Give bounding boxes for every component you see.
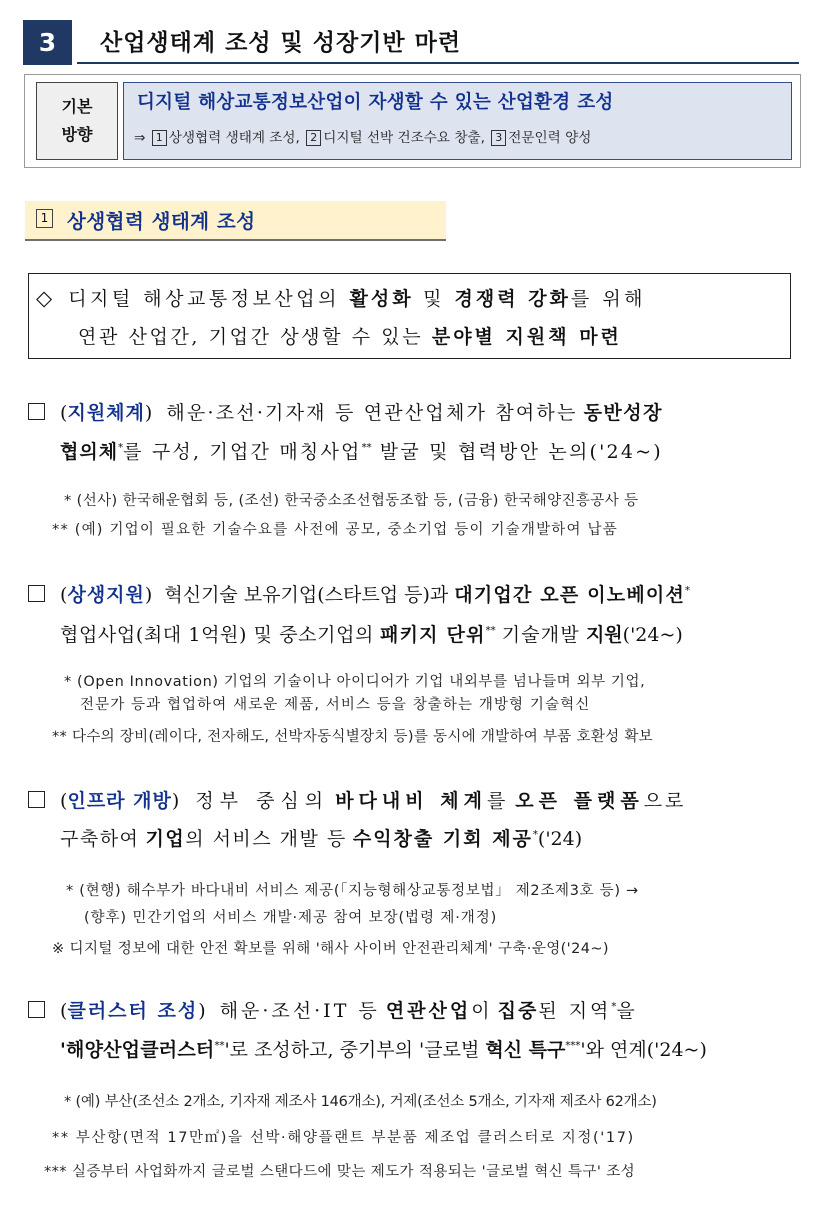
item-cluster-line-2: '해양산업클러스터**'로 조성하고, 중기부의 '글로벌 혁신 특구***'와 연계('24~) (60, 1039, 707, 1061)
footnote: ** 다수의 장비(레이다, 전자해도, 선박자동식별장치 등)를 동시에 개발하여 부품 호환성 확보 (52, 729, 653, 745)
goal-item-text: 전문인력 양성 (508, 130, 592, 146)
goal-items (134, 126, 591, 146)
goal-item-text: 디지털 선박 건조수요 창출, (323, 130, 485, 146)
basic-label-line2: 방향 (61, 125, 93, 144)
item-keyword: 클러스터 조성 (67, 1000, 199, 1022)
section-number: 3 (23, 20, 72, 65)
goal-item-number: 1 (152, 130, 167, 146)
arrow-icon: ⇒ (134, 130, 146, 146)
checkbox-icon (28, 1001, 45, 1018)
item-win-win-support-line-2: 협업사업(최대 1억원) 및 중소기업의 패키지 단위** 기술개발 지원('24~) (60, 624, 683, 646)
footnote: *** 실증부터 사업화까지 글로벌 스탠다드에 맞는 제도가 적용되는 '글로벌 혁신 특구' 조성 (44, 1164, 636, 1180)
summary-line-2: 연관 산업간, 기업간 상생할 수 있는 분야별 지원책 마련 (78, 326, 622, 348)
footnote: * (예) 부산(조선소 2개소, 기자재 제조사 146개소), 거제(조선소 5개소, 기자재 제조사 62개소) (64, 1094, 657, 1110)
item-support-system-line-2: 협의체*를 구성, 기업간 매칭사업** 발굴 및 협력방안 논의('24~) (60, 441, 663, 463)
goal-item-number: 2 (306, 130, 321, 146)
item-keyword: 지원체계 (67, 402, 145, 424)
footnote: * (선사) 한국해운협회 등, (조선) 한국중소조선협동조합 등, (금융) 한국해양진흥공사 등 (64, 493, 639, 509)
subsection-number: 1 (36, 209, 53, 228)
footnote: ※ 디지털 정보에 대한 안전 확보를 위해 '해사 사이버 안전관리체계' 구축·운영('24~) (52, 941, 609, 957)
item-infra-open-line-1: (인프라 개방) 정부 중심의 바다내비 체계를 오픈 플랫폼으로 (28, 786, 686, 813)
checkbox-icon (28, 403, 45, 420)
footnote: 전문가 등과 협업하여 새로운 제품, 서비스 등을 창출하는 개방형 기술혁신 (80, 697, 591, 713)
subsection-title: 상생협력 생태계 조성 (67, 210, 256, 233)
item-infra-open-line-2: 구축하여 기업의 서비스 개발 등 수익창출 기회 제공*('24) (60, 828, 583, 850)
footnote: ** 부산항(면적 17만㎡)을 선박·해양플랜트 부분품 제조업 클러스터로 지정('17) (52, 1130, 635, 1146)
footnote: * (현행) 해수부가 바다내비 서비스 제공(「지능형해상교통정보법」 제2조제3호 등) → (66, 883, 639, 899)
basic-direction-label (36, 82, 118, 160)
basic-label-line1: 기본 (61, 97, 93, 116)
checkbox-icon (28, 791, 45, 808)
item-cluster-line-1: (클러스터 조성) 해운·조선·IT 등 연관산업이 집중된 지역*을 (28, 996, 635, 1023)
goal-item-number: 3 (491, 130, 506, 146)
goal-item-text: 상생협력 생태계 조성, (168, 130, 300, 146)
footnote: * (Open Innovation) 기업의 기술이나 아이디어가 기업 내외부를 넘나들며 외부 기업, (64, 674, 646, 690)
item-support-system-line-1: (지원체계) 해운·조선·기자재 등 연관산업체가 참여하는 동반성장 (28, 398, 663, 425)
summary-line-1: ◇ 디지털 해상교통정보산업의 활성화 및 경쟁력 강화를 위해 (36, 286, 647, 310)
diamond-icon: ◇ (36, 286, 53, 310)
section-title: 산업생태계 조성 및 성장기반 마련 (100, 30, 462, 56)
item-keyword: 인프라 개방 (67, 790, 172, 812)
checkbox-icon (28, 585, 45, 602)
footnote: (향후) 민간기업의 서비스 개발·제공 참여 보장(법령 제·개정) (84, 910, 498, 926)
section-title-rule (77, 62, 799, 64)
item-win-win-support-line-1: (상생지원) 혁신기술 보유기업(스타트업 등)과 대기업간 오픈 이노베이션* (28, 580, 690, 607)
footnote: ** (예) 기업이 필요한 기술수요를 사전에 공모, 중소기업 등이 기술개발하여 납품 (52, 522, 618, 538)
item-keyword: 상생지원 (67, 584, 145, 606)
goal-title: 디지털 해상교통정보산업이 자생할 수 있는 산업환경 조성 (137, 92, 614, 113)
